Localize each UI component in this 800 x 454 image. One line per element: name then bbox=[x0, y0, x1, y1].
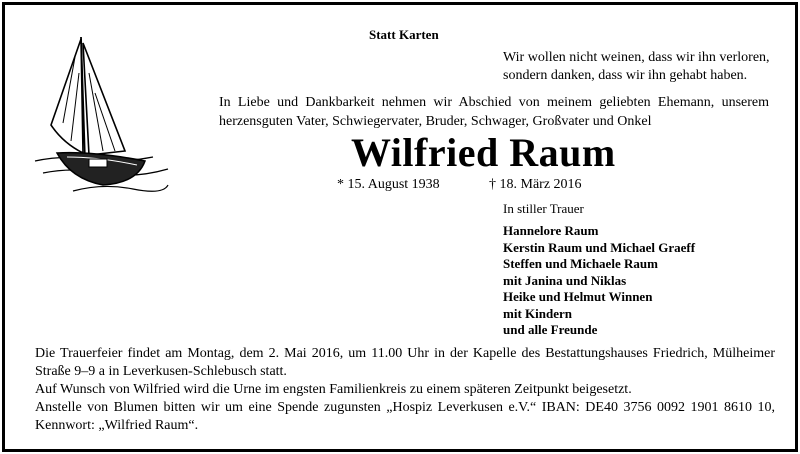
quote-line: Wir wollen nicht weinen, dass wir ihn verloren, bbox=[503, 50, 770, 65]
birth-date: * 15. August 1938 bbox=[337, 177, 440, 192]
sailboat-icon bbox=[33, 33, 173, 203]
donation-info: Anstelle von Blumen bitten wir um eine Spende zugunsten „Hospiz Leverkusen e.V.“ IBAN: DE40 3756 0092 1901 8610 10, Kennwort: „Wilfried Raum“. bbox=[35, 400, 775, 433]
quote-line: sondern danken, dass wir ihn gehabt haben. bbox=[503, 68, 748, 83]
funeral-info: Die Trauerfeier findet am Montag, dem 2. Mai 2016, um 11.00 Uhr in der Kapelle des Bestattungshauses Friedrich, Mülheimer Straße 9–9 a in Leverkusen-Schlebusch statt. bbox=[35, 346, 775, 379]
mourning-label: In stiller Trauer bbox=[503, 201, 584, 216]
urn-info: Auf Wunsch von Wilfried wird die Urne im engsten Familienkreis zu einem späteren Zeitpunkt beigesetzt. bbox=[35, 382, 632, 397]
obituary-notice bbox=[2, 2, 798, 452]
statt-karten-label: Statt Karten bbox=[369, 27, 439, 42]
quote-block bbox=[503, 49, 770, 85]
list-item: Kerstin Raum und Michael Graeff bbox=[503, 239, 696, 255]
list-item: Heike und Helmut Winnen bbox=[503, 289, 653, 304]
mourners-list bbox=[503, 223, 695, 339]
intro-text: In Liebe und Dankbarkeit nehmen wir Abschied von meinem geliebten Ehemann, unserem herzensguten Vater, Schwiegervater, Bruder, Schwager, Großvater und Onkel bbox=[219, 95, 769, 129]
list-item: Steffen und Michaele Raum bbox=[503, 256, 658, 271]
deceased-name: Wilfried Raum bbox=[351, 130, 616, 175]
list-item: mit Janina und Niklas bbox=[503, 272, 627, 288]
list-item: und alle Freunde bbox=[503, 322, 598, 337]
death-date: † 18. März 2016 bbox=[489, 177, 582, 192]
list-item: Hannelore Raum bbox=[503, 223, 599, 238]
list-item: mit Kindern bbox=[503, 305, 572, 321]
